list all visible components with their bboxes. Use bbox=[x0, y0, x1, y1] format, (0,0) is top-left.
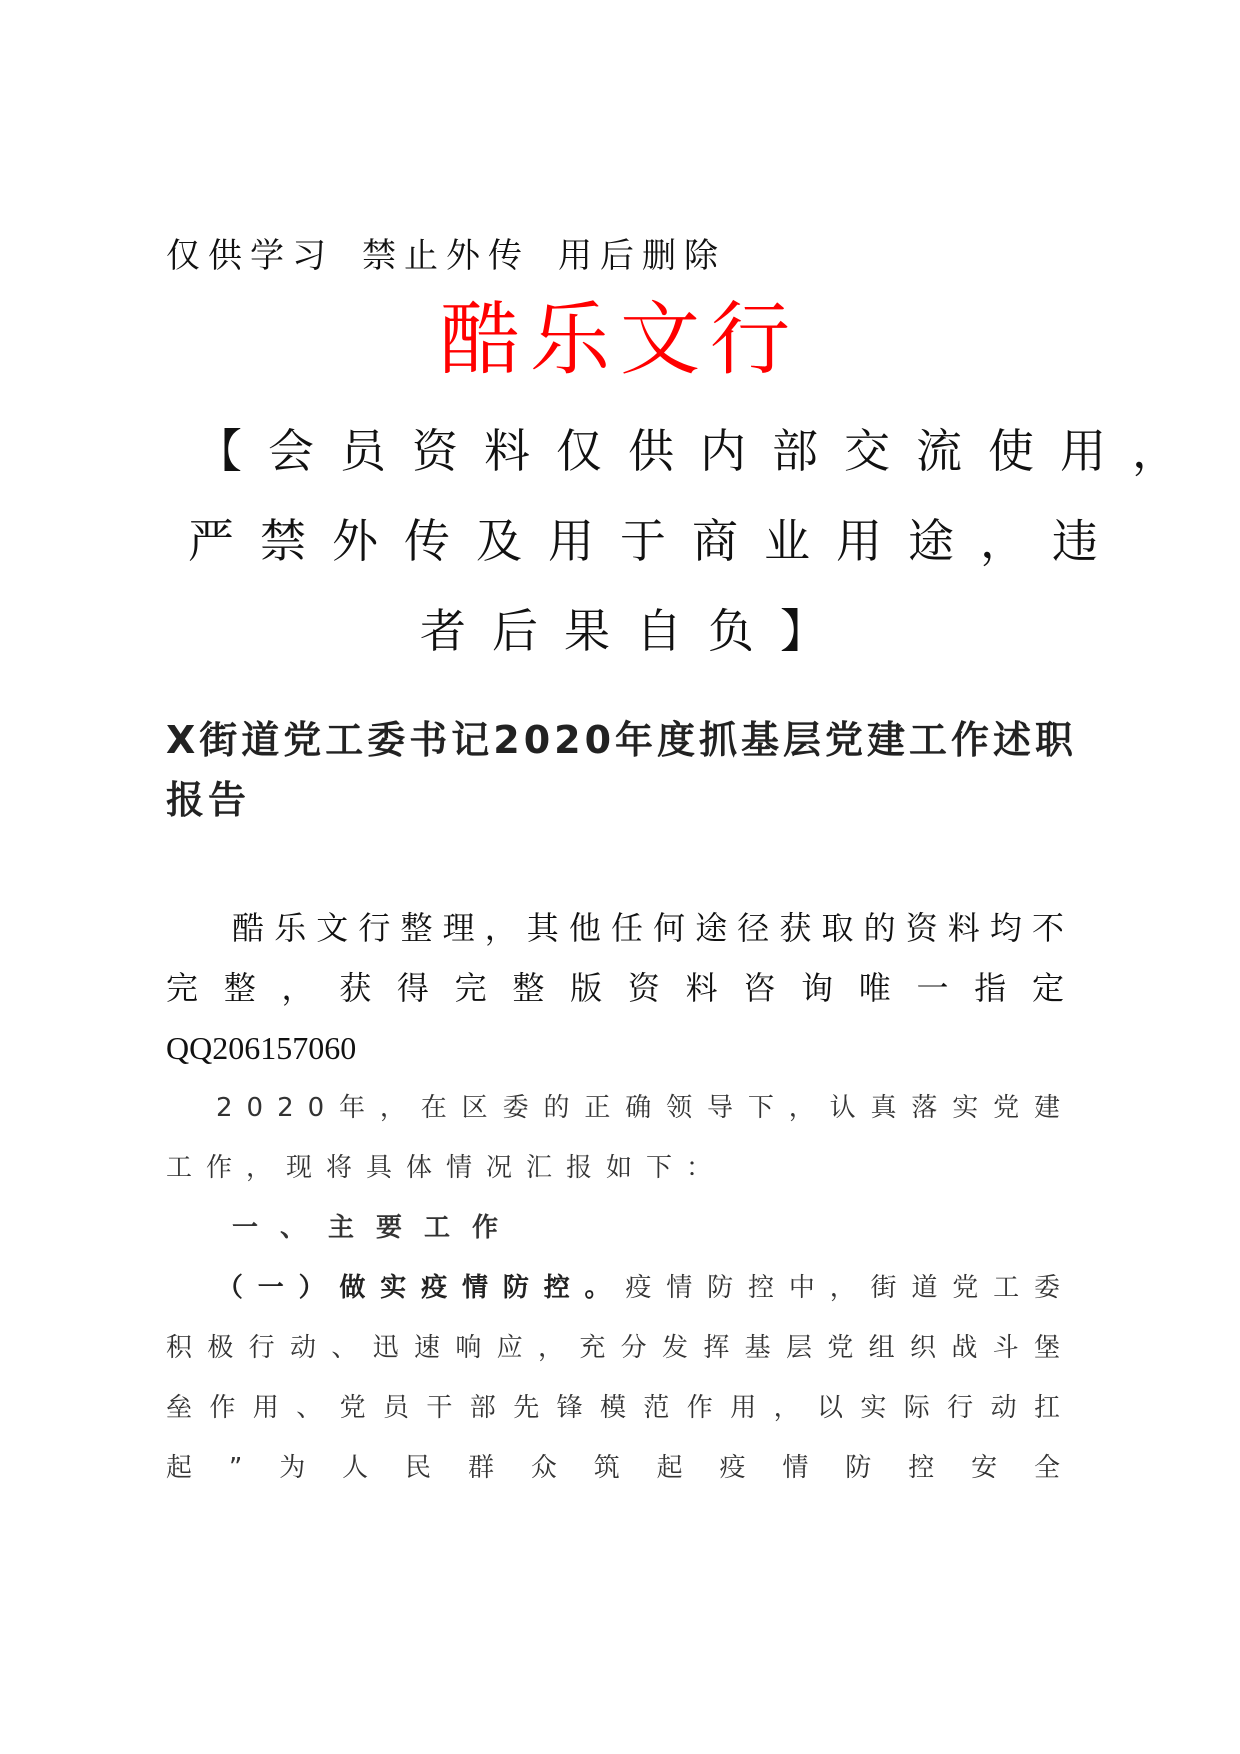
member-notice-line-2: 严禁外传及用于商业用途，违 bbox=[188, 514, 1124, 568]
subsection-heading: （一）做实疫情防控。 bbox=[216, 1273, 626, 1303]
usage-notice bbox=[166, 228, 726, 277]
intro-paragraph bbox=[166, 898, 1074, 1078]
notice-delete-after-use: 用后删除 bbox=[558, 236, 726, 276]
covid-prevention-paragraph bbox=[166, 1258, 1074, 1498]
brand-title: 酷乐文行 bbox=[440, 293, 800, 386]
member-notice-line-1: 【会员资料仅供内部交流使用， bbox=[196, 424, 1204, 478]
document-title: X街道党工委书记2020年度抓基层党建工作述职报告 bbox=[166, 718, 1078, 822]
notice-no-distribution: 禁止外传 bbox=[362, 236, 530, 276]
notice-study-only: 仅供学习 bbox=[166, 236, 334, 276]
year-summary-paragraph bbox=[166, 1078, 1074, 1198]
intro-text: 酷乐文行整理，其他任何途径获取的资料均不完整，获得完整版资料咨询唯一指定 bbox=[166, 909, 1074, 1007]
member-notice-line-3: 者后果自负】 bbox=[420, 604, 852, 658]
year-summary-text: 2020年，在区委的正确领导下，认真落实党建工作，现将具体情况汇报如下： bbox=[166, 1093, 1074, 1183]
subsection-text: 疫情防控中，街道党工委积极行动、迅速响应，充分发挥基层党组织战斗堡垒作用、党员干部先锋模范作用，以实际行动扛起”为人民群众筑起疫情防控安全 bbox=[166, 1273, 1074, 1483]
qq-contact: QQ206157060 bbox=[166, 1030, 357, 1066]
section-heading: 一、主要工作 bbox=[232, 1213, 521, 1243]
